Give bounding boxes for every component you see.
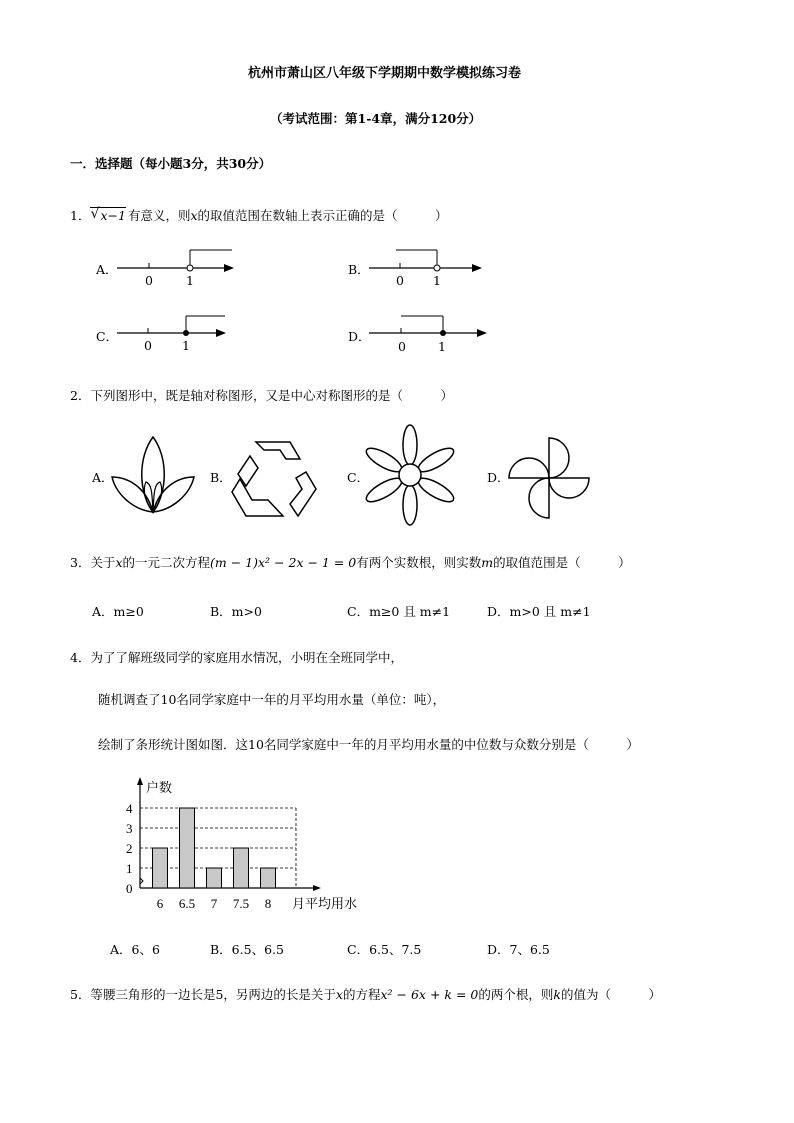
q1-stem: 1． √ x−1 有意义，则x的取值范围在数轴上表示正确的是（ ） xyxy=(70,206,448,223)
q4-option-b[interactable]: B．6.5、6.5 xyxy=(210,942,284,957)
x-tick-label: 6.5 xyxy=(178,896,196,911)
bar xyxy=(207,868,222,888)
q2-option-d-label[interactable]: D． xyxy=(487,470,510,485)
q3-option-d[interactable]: D．m>0 且 m≠1 xyxy=(487,604,591,619)
y-tick-label: 4 xyxy=(126,801,133,816)
q4-option-d[interactable]: D．7、6.5 xyxy=(487,942,550,957)
bar xyxy=(153,848,168,888)
q3-option-a[interactable]: A．m≥0 xyxy=(92,604,144,619)
x-tick-label: 7.5 xyxy=(232,896,250,911)
x-axis-arrow xyxy=(313,885,321,891)
x-tick-label: 8 xyxy=(264,896,272,911)
bar-chart xyxy=(118,776,378,916)
bar xyxy=(180,808,195,888)
q2-option-b-label[interactable]: B． xyxy=(210,470,232,485)
q1-option-a-label[interactable]: A． xyxy=(96,262,118,277)
q1-c-tick0: 0 xyxy=(144,338,152,353)
q2-option-c-label[interactable]: C． xyxy=(347,470,370,485)
q1-c-tick1: 1 xyxy=(182,338,190,353)
q1-a-tick1: 1 xyxy=(186,273,194,288)
q4-option-c[interactable]: C．6.5、7.5 xyxy=(347,942,422,957)
q1-option-c-label[interactable]: C． xyxy=(96,329,119,344)
q1-d-tick0: 0 xyxy=(398,339,406,354)
y-axis-label: 户数 xyxy=(146,780,173,795)
q4-line2: 随机调查了10名同学家庭中一年的月平均用水量（单位：吨）， xyxy=(98,692,446,707)
q2-stem: 2．下列图形中，既是轴对称图形，又是中心对称图形的是（ ） xyxy=(70,388,453,403)
y-tick-label: 2 xyxy=(126,841,133,856)
y-tick-label: 3 xyxy=(126,821,133,836)
q1-d-tick1: 1 xyxy=(438,339,446,354)
q1-b-tick0: 0 xyxy=(396,273,404,288)
q1-b-tick1: 1 xyxy=(433,273,441,288)
y-tick-label: 1 xyxy=(126,861,133,876)
q3-equation: (m − 1)x² − 2x − 1 = 0 xyxy=(210,555,357,570)
q4-line3: 绘制了条形统计图如图．这10名同学家庭中一年的月平均用水量的中位数与众数分别是（ ） xyxy=(98,737,639,752)
q3-option-c[interactable]: C．m≥0 且 m≠1 xyxy=(347,604,451,619)
lotus-figure xyxy=(108,432,198,522)
bar xyxy=(261,868,276,888)
sqrt-expression: √ x−1 xyxy=(90,206,126,223)
q1-option-b-label[interactable]: B． xyxy=(348,262,370,277)
q4-line1: 4．为了了解班级同学的家庭用水情况，小明在全班同学中， xyxy=(70,650,403,665)
q1-option-d-label[interactable]: D． xyxy=(348,329,371,344)
q1-option-a-numberline xyxy=(117,248,247,288)
x-tick-label: 7 xyxy=(210,896,218,911)
q3-option-b[interactable]: B．m>0 xyxy=(210,604,262,619)
q4-option-a[interactable]: A．6、6 xyxy=(110,942,160,957)
x-axis-label: 月平均用水 xyxy=(292,896,358,911)
flower-figure xyxy=(362,430,458,520)
q2-option-a-label[interactable]: A． xyxy=(92,470,114,485)
bar xyxy=(234,848,249,888)
x-tick-label: 6 xyxy=(156,896,164,911)
q3-stem: 3．关于x的一元二次方程(m − 1)x² − 2x − 1 = 0有两个实数根，则实数m的取值范围是（ ） xyxy=(70,555,631,570)
q1-option-d-numberline xyxy=(369,313,499,353)
q1-a-tick0: 0 xyxy=(145,273,153,288)
y-tick-label: 0 xyxy=(126,881,133,896)
page-title: 杭州市萧山区八年级下学期期中数学模拟练习卷 xyxy=(248,66,522,81)
pinwheel-figure xyxy=(505,433,595,523)
page-subtitle: （考试范围：第1-4章，满分120分） xyxy=(270,111,482,126)
recycle-figure xyxy=(228,434,318,524)
q5-stem: 5．等腰三角形的一边长是5，另两边的长是关于x的方程x² − 6x + k = 0的两个根，则k的值为（ ） xyxy=(70,987,661,1002)
y-axis-arrow xyxy=(137,777,143,785)
section-heading: 一．选择题（每小题3分，共30分） xyxy=(70,156,272,171)
q5-equation: x² − 6x + k = 0 xyxy=(380,987,479,1002)
